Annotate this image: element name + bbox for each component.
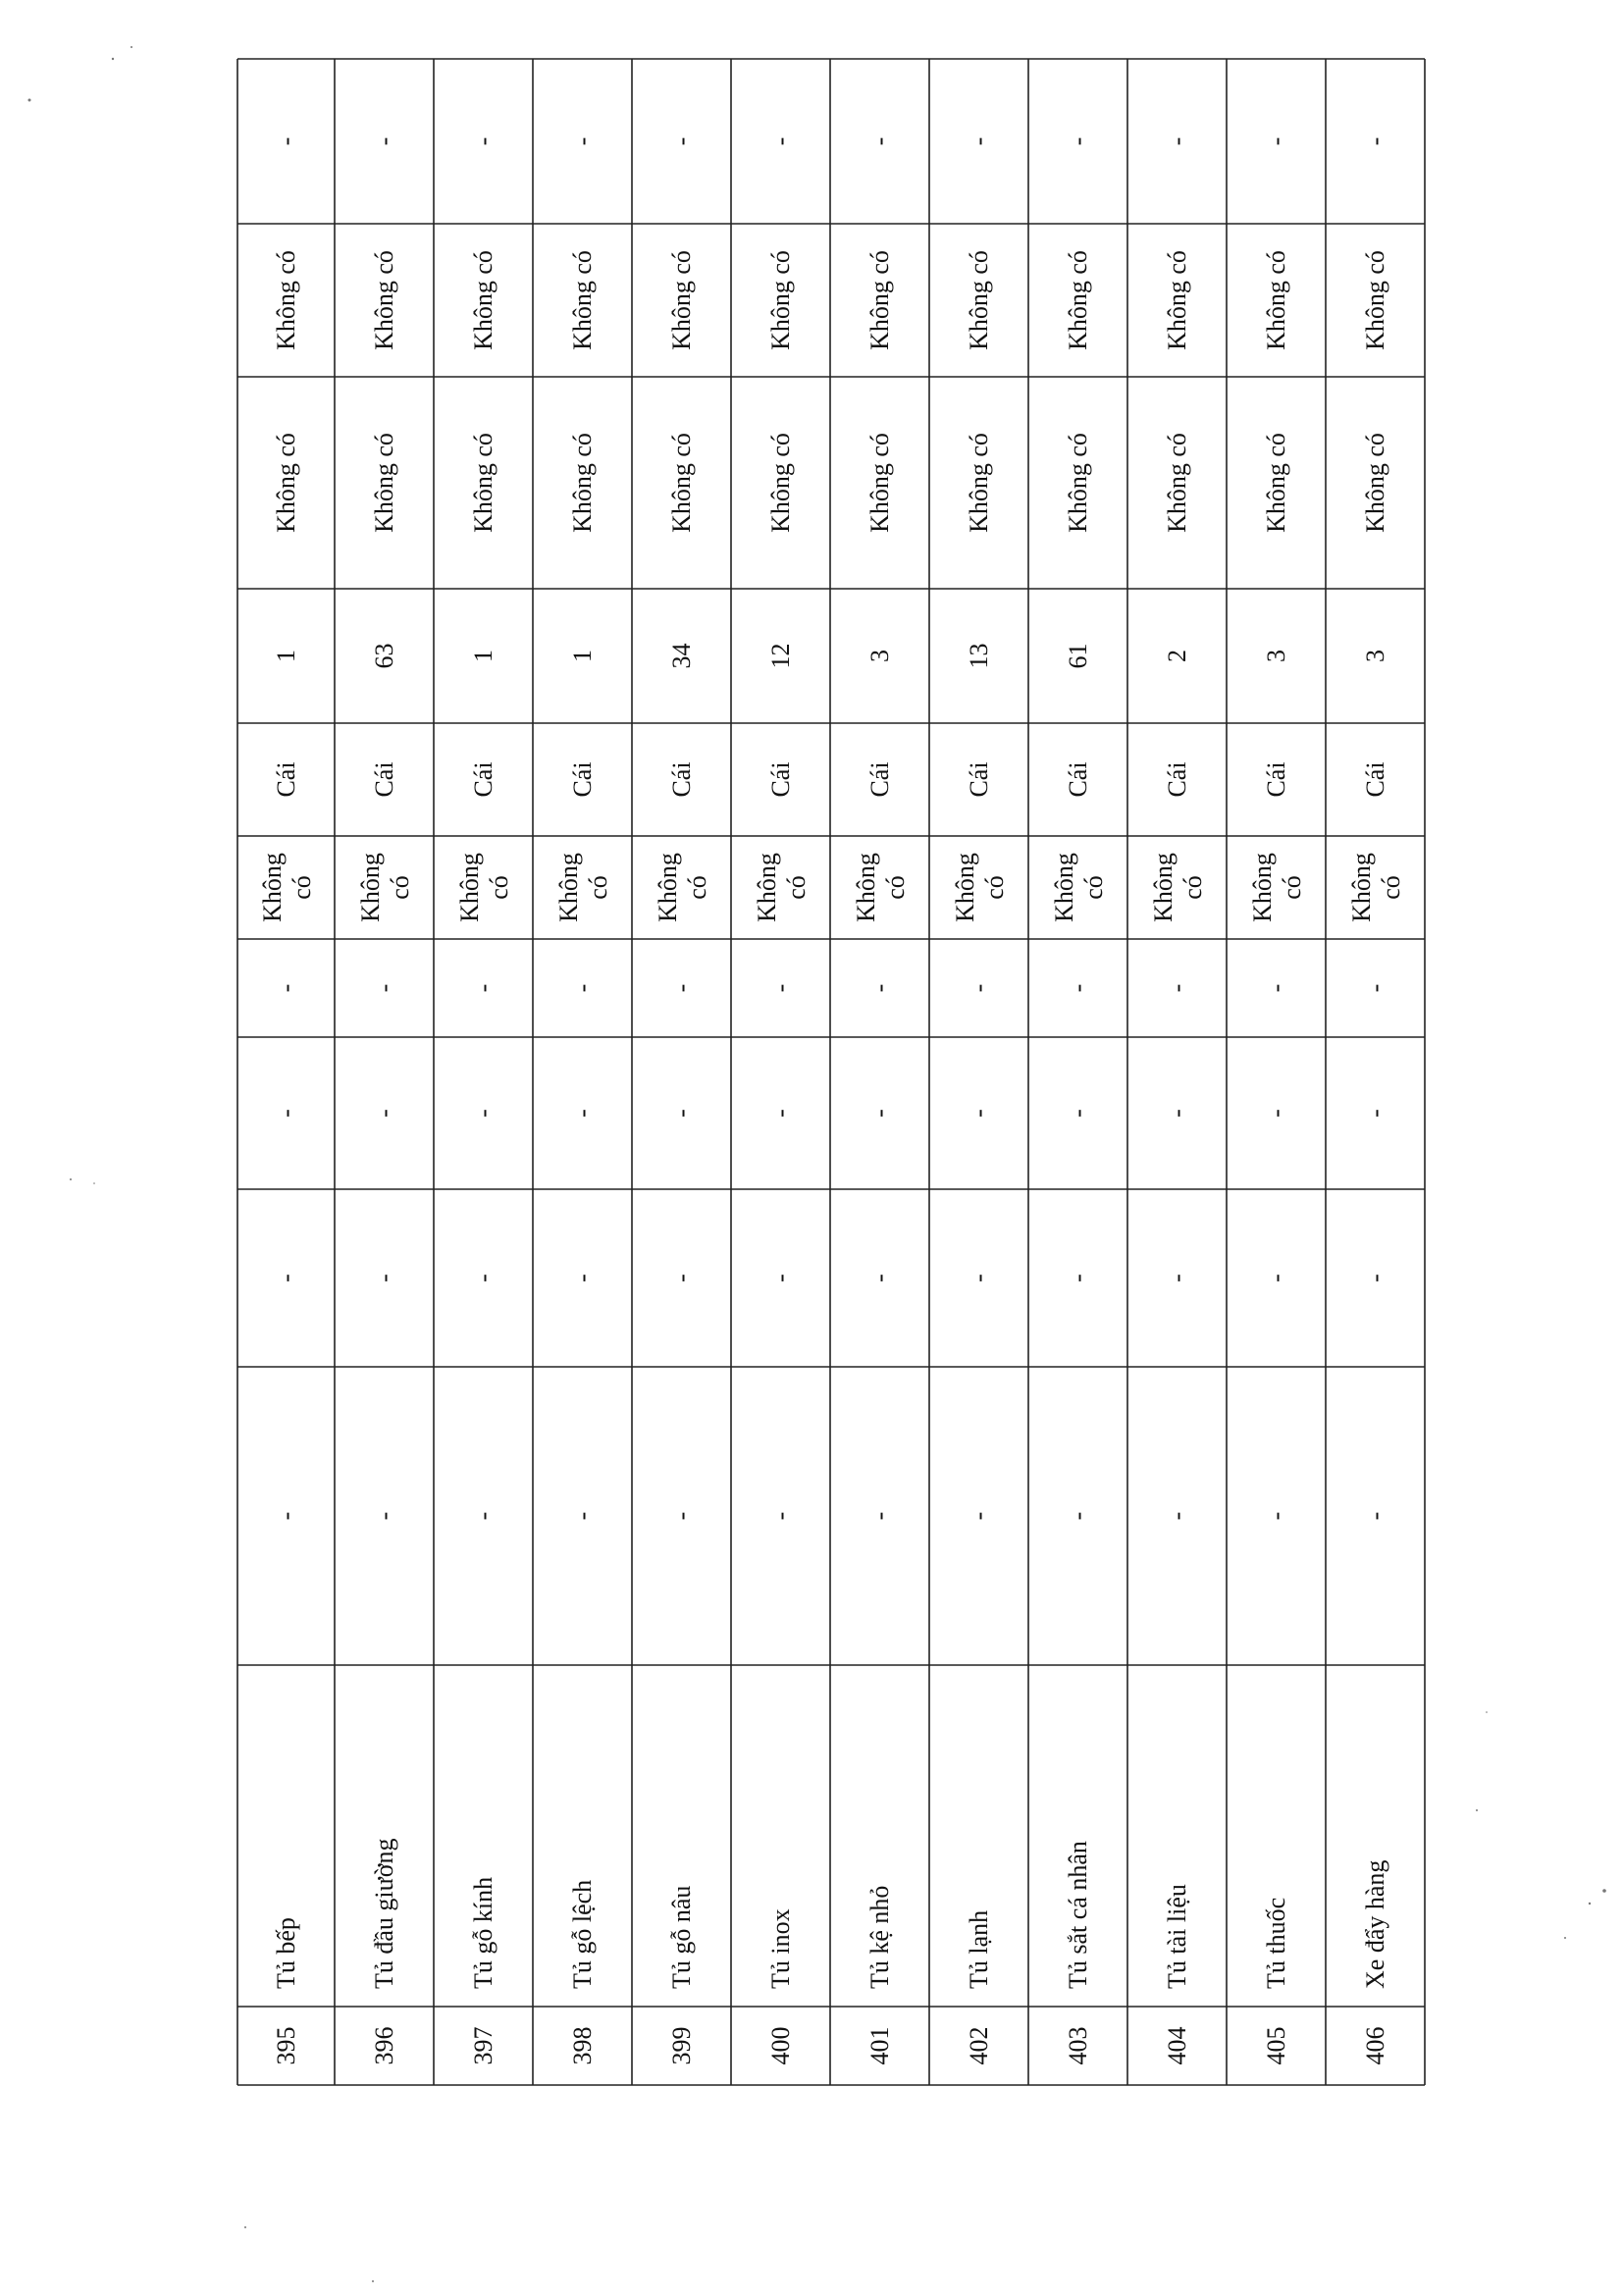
cell-col12: - [1163, 136, 1191, 146]
unit-cell: Cái [766, 761, 795, 798]
unit-cell: Cái [965, 761, 993, 798]
cell-col6: - [1064, 983, 1092, 993]
cell-col11: Không có [469, 250, 497, 350]
cell-col12: - [766, 136, 795, 146]
quantity-cell: 63 [370, 643, 398, 669]
cell-col11: Không có [667, 250, 696, 350]
cell-col10: Không có [272, 433, 300, 533]
cell-col11: Không có [865, 250, 894, 350]
cell-col5: - [568, 1109, 597, 1118]
cell-col4: - [1163, 1274, 1191, 1282]
cell-col12: - [370, 136, 398, 146]
unit-cell: Cái [370, 761, 398, 798]
table-row [1149, 137, 1207, 2065]
scan-speck [372, 2280, 374, 2282]
row-number: 397 [469, 2026, 497, 2065]
scan-speck [112, 58, 114, 60]
table-row [1347, 137, 1405, 2065]
quantity-cell: 34 [667, 643, 696, 669]
unit-cell: Cái [469, 761, 497, 798]
cell-col5: - [370, 1109, 398, 1118]
cell-col3: - [1361, 1511, 1389, 1521]
table-row [852, 137, 910, 2065]
cell-col3: - [272, 1511, 300, 1521]
cell-col6: - [370, 983, 398, 993]
row-number: 400 [766, 2026, 795, 2065]
cell-col6: - [469, 983, 497, 993]
cell-col12: - [1262, 136, 1290, 146]
cell-col5: - [272, 1109, 300, 1118]
scan-speck [1486, 1711, 1488, 1713]
item-name: Tủ đầu giường [370, 1838, 398, 1989]
cell-col12: - [272, 136, 300, 146]
cell-col4: - [965, 1274, 993, 1282]
cell-col4: - [865, 1274, 894, 1282]
cell-col10: Không có [370, 433, 398, 533]
item-name: Tủ kệ nhỏ [865, 1885, 894, 1989]
cell-col7: Khôngcó [851, 853, 910, 922]
row-number: 399 [667, 2026, 696, 2065]
table-row [753, 137, 811, 2065]
cell-col4: - [1361, 1274, 1389, 1282]
cell-col4: - [469, 1274, 497, 1282]
cell-col7: Khôngcó [1049, 853, 1108, 922]
cell-col3: - [965, 1511, 993, 1521]
row-number: 403 [1064, 2026, 1092, 2065]
cell-col3: - [766, 1511, 795, 1521]
table-row [455, 137, 513, 2065]
item-name: Tủ sắt cá nhân [1064, 1841, 1092, 1989]
table-row [1050, 137, 1108, 2065]
cell-col5: - [469, 1109, 497, 1118]
quantity-cell: 2 [1163, 650, 1191, 662]
cell-col6: - [568, 983, 597, 993]
cell-col3: - [469, 1511, 497, 1521]
table-row [1248, 137, 1306, 2065]
quantity-cell: 3 [1262, 650, 1290, 662]
row-number: 396 [370, 2026, 398, 2065]
cell-col6: - [865, 983, 894, 993]
cell-col3: - [1163, 1511, 1191, 1521]
cell-col12: - [469, 136, 497, 146]
cell-col6: - [272, 983, 300, 993]
cell-col3: - [568, 1511, 597, 1521]
cell-col6: - [1361, 983, 1389, 993]
quantity-cell: 3 [1361, 650, 1389, 662]
cell-col4: - [568, 1274, 597, 1282]
cell-col5: - [1064, 1109, 1092, 1118]
row-number: 404 [1163, 2026, 1191, 2065]
cell-col4: - [370, 1274, 398, 1282]
cell-col10: Không có [1064, 433, 1092, 533]
unit-cell: Cái [1262, 761, 1290, 798]
cell-col6: - [667, 983, 696, 993]
item-name: Tủ gỗ nâu [667, 1885, 696, 1989]
scan-speck [244, 2226, 246, 2228]
cell-col3: - [1262, 1511, 1290, 1521]
cell-col7: Khôngcó [1148, 853, 1207, 922]
cell-col11: Không có [568, 250, 597, 350]
cell-col7: Khôngcó [950, 853, 1009, 922]
cell-col12: - [865, 136, 894, 146]
cell-col11: Không có [1262, 250, 1290, 350]
table-row [554, 137, 612, 2065]
item-name: Tủ gỗ lệch [568, 1879, 597, 1989]
cell-col11: Không có [1361, 250, 1389, 350]
item-name: Tủ thuốc [1262, 1897, 1290, 1989]
item-name: Tủ bếp [272, 1917, 300, 1989]
cell-col4: - [667, 1274, 696, 1282]
cell-col6: - [1163, 983, 1191, 993]
quantity-cell: 1 [272, 650, 300, 662]
cell-col5: - [1262, 1109, 1290, 1118]
cell-col7: Khôngcó [355, 853, 414, 922]
item-name: Tủ tài liệu [1163, 1884, 1191, 1989]
table-row [356, 137, 414, 2065]
quantity-cell: 3 [865, 650, 894, 662]
cell-col11: Không có [1064, 250, 1092, 350]
cell-col10: Không có [1163, 433, 1191, 533]
quantity-cell: 1 [568, 650, 597, 662]
cell-col10: Không có [766, 433, 795, 533]
scan-speck [28, 99, 31, 102]
cell-col5: - [965, 1109, 993, 1118]
unit-cell: Cái [272, 761, 300, 798]
cell-col5: - [865, 1109, 894, 1118]
row-number: 405 [1262, 2026, 1290, 2065]
cell-col11: Không có [1163, 250, 1191, 350]
item-name: Tủ gỗ kính [469, 1876, 497, 1989]
row-number: 401 [865, 2026, 894, 2065]
quantity-cell: 13 [965, 643, 993, 669]
unit-cell: Cái [1361, 761, 1389, 798]
table-body [258, 137, 1405, 2065]
cell-col3: - [370, 1511, 398, 1521]
cell-col4: - [272, 1274, 300, 1282]
cell-col10: Không có [568, 433, 597, 533]
scan-speck [1564, 1937, 1566, 1939]
scan-speck [1589, 1903, 1591, 1905]
scan-speck [1602, 1889, 1606, 1893]
unit-cell: Cái [865, 761, 894, 798]
cell-col5: - [766, 1109, 795, 1118]
cell-col11: Không có [965, 250, 993, 350]
scan-speck [93, 1182, 95, 1184]
row-number: 398 [568, 2026, 597, 2065]
cell-col4: - [766, 1274, 795, 1282]
cell-col4: - [1064, 1274, 1092, 1282]
cell-col11: Không có [272, 250, 300, 350]
cell-col5: - [1361, 1109, 1389, 1118]
cell-col3: - [865, 1511, 894, 1521]
item-name: Tủ inox [766, 1908, 795, 1989]
cell-col12: - [1361, 136, 1389, 146]
quantity-cell: 12 [766, 643, 795, 669]
cell-col7: Khôngcó [1247, 853, 1306, 922]
table-row [654, 137, 711, 2065]
cell-col7: Khôngcó [553, 853, 612, 922]
cell-col7: Khôngcó [257, 853, 316, 922]
table-row [951, 137, 1009, 2065]
cell-col7: Khôngcó [1346, 853, 1405, 922]
cell-col3: - [1064, 1511, 1092, 1521]
scan-speck [1476, 1809, 1478, 1811]
row-number: 406 [1361, 2026, 1389, 2065]
cell-col11: Không có [370, 250, 398, 350]
cell-col7: Khôngcó [454, 853, 513, 922]
cell-col6: - [965, 983, 993, 993]
quantity-cell: 1 [469, 650, 497, 662]
cell-col7: Khôngcó [752, 853, 811, 922]
scan-speck [131, 46, 132, 48]
table-grid [237, 59, 1425, 2085]
row-number: 395 [272, 2026, 300, 2065]
quantity-cell: 61 [1064, 643, 1092, 669]
cell-col12: - [568, 136, 597, 146]
cell-col4: - [1262, 1274, 1290, 1282]
item-name: Tủ lạnh [965, 1909, 993, 1989]
cell-col10: Không có [965, 433, 993, 533]
unit-cell: Cái [667, 761, 696, 798]
cell-col10: Không có [1361, 433, 1389, 533]
cell-col3: - [667, 1511, 696, 1521]
cell-col12: - [965, 136, 993, 146]
scan-speck [70, 1178, 72, 1180]
cell-col6: - [766, 983, 795, 993]
cell-col5: - [667, 1109, 696, 1118]
unit-cell: Cái [1064, 761, 1092, 798]
cell-col7: Khôngcó [653, 853, 711, 922]
table-row [258, 137, 316, 2065]
unit-cell: Cái [1163, 761, 1191, 798]
cell-col6: - [1262, 983, 1290, 993]
item-name: Xe đẩy hàng [1361, 1859, 1389, 1989]
cell-col5: - [1163, 1109, 1191, 1118]
cell-col11: Không có [766, 250, 795, 350]
row-number: 402 [965, 2026, 993, 2065]
cell-col10: Không có [1262, 433, 1290, 533]
cell-col10: Không có [865, 433, 894, 533]
cell-col12: - [1064, 136, 1092, 146]
cell-col10: Không có [469, 433, 497, 533]
cell-col10: Không có [667, 433, 696, 533]
cell-col12: - [667, 136, 696, 146]
unit-cell: Cái [568, 761, 597, 798]
